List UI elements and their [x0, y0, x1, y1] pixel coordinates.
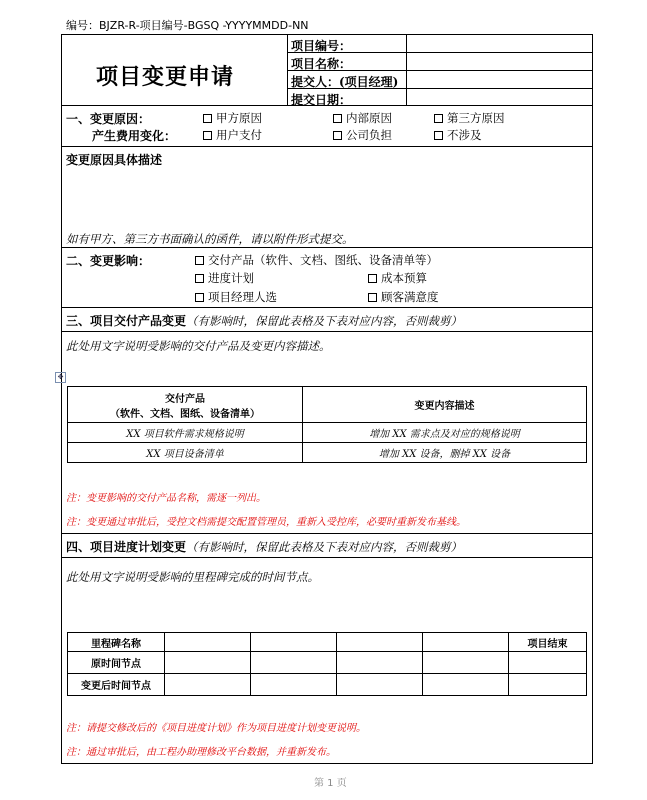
table-cell[interactable] [423, 674, 509, 696]
section-divider [61, 146, 593, 147]
submitter-label: 提交人：(项目经理) [291, 75, 399, 89]
original-date-label: 原时间节点 [68, 652, 165, 674]
deliverable-change-heading: 三、项目交付产品变更（有影响时，保留此表格及下表对应内容，否则裁剪） [66, 314, 463, 328]
change-description-column-header: 变更内容描述 [303, 387, 587, 423]
submit-date-field[interactable] [408, 90, 592, 104]
checkbox-icon [195, 293, 204, 302]
checkbox-icon [195, 274, 204, 283]
table-header-row [68, 387, 587, 423]
table-cell[interactable]: XX 项目软件需求规格说明 [68, 423, 303, 443]
checkbox-icon [203, 131, 212, 140]
checkbox-icon [434, 114, 443, 123]
table-row [68, 674, 587, 696]
schedule-note-1: 注：请提交修改后的《项目进度计划》作为项目进度计划变更说明。 [66, 723, 366, 734]
reason-description-heading: 变更原因具体描述 [66, 153, 163, 167]
reason-description-field[interactable] [66, 170, 586, 228]
table-row [68, 443, 587, 463]
table-cell[interactable] [423, 633, 509, 652]
schedule-change-heading: 四、项目进度计划变更（有影响时，保留此表格及下表对应内容，否则裁剪） [66, 540, 463, 554]
table-move-handle-icon[interactable]: ✥ [55, 372, 66, 383]
schedule-note-2: 注：通过审批后，由工程办助理修改平台数据，并重新发布。 [66, 747, 336, 758]
project-no-label: 项目编号： [291, 39, 352, 53]
checkbox-icon [333, 114, 342, 123]
section-divider [61, 557, 593, 558]
submitter-field[interactable] [408, 72, 592, 87]
checkbox-icon [368, 293, 377, 302]
impact-option-pm[interactable]: 项目经理人选 [195, 289, 277, 305]
deliverable-intro: 此处用文字说明受影响的交付产品及变更内容描述。 [66, 339, 331, 353]
cost-change-label: 产生费用变化： [92, 129, 177, 143]
cost-option-user[interactable]: 用户支付 [203, 127, 262, 143]
deliverable-note-2: 注：变更通过审批后，受控文档需提交配置管理员，重新入受控库，必要时重新发布基线。 [66, 517, 466, 528]
milestone-table [67, 632, 587, 696]
reason-option-client[interactable]: 甲方原因 [203, 110, 262, 126]
checkbox-icon [434, 131, 443, 140]
attachment-note: 如有甲方、第三方书面确认的函件，请以附件形式提交。 [66, 232, 354, 246]
table-cell[interactable] [337, 674, 423, 696]
deliverable-column-header: 交付产品 （软件、文档、图纸、设备清单） [68, 387, 303, 423]
project-end-header: 项目结束 [509, 633, 587, 652]
project-no-field[interactable] [408, 36, 592, 51]
table-header-row [68, 633, 587, 652]
project-name-field[interactable] [408, 54, 592, 69]
checkbox-icon [195, 256, 204, 265]
section-divider [61, 533, 593, 534]
deliverable-note-1: 注：变更影响的交付产品名称，需逐一列出。 [66, 493, 266, 504]
document-code: 编号：BJZR-R-项目编号-BGSQ -YYYYMMDD-NN [66, 19, 309, 32]
table-cell[interactable] [423, 652, 509, 674]
table-row [68, 423, 587, 443]
impact-option-satisfaction[interactable]: 顾客满意度 [368, 289, 439, 305]
cost-option-company[interactable]: 公司负担 [333, 127, 392, 143]
table-cell[interactable]: 增加 XX 设备，删掉 XX 设备 [303, 443, 587, 463]
table-cell[interactable] [165, 633, 251, 652]
table-cell[interactable]: XX 项目设备清单 [68, 443, 303, 463]
checkbox-icon [333, 131, 342, 140]
table-cell[interactable] [165, 652, 251, 674]
table-cell[interactable] [337, 652, 423, 674]
change-impact-heading: 二、变更影响： [66, 254, 151, 268]
change-reason-heading: 一、变更原因： [66, 112, 151, 126]
section-divider [61, 247, 593, 248]
impact-option-schedule[interactable]: 进度计划 [195, 270, 254, 286]
table-cell[interactable] [251, 652, 337, 674]
table-row [68, 652, 587, 674]
impact-option-budget[interactable]: 成本预算 [368, 270, 427, 286]
impact-option-deliverables[interactable]: 交付产品（软件、文档、图纸、设备清单等） [195, 252, 438, 268]
deliverable-table [67, 386, 587, 463]
checkbox-icon [368, 274, 377, 283]
section-divider [61, 105, 593, 106]
form-title: 项目变更申请 [96, 64, 235, 90]
page-number: 第 1 页 [314, 778, 347, 789]
submit-date-label: 提交日期： [291, 93, 352, 107]
table-cell[interactable] [337, 633, 423, 652]
table-cell[interactable]: 增加 XX 需求点及对应的规格说明 [303, 423, 587, 443]
table-cell[interactable] [509, 652, 587, 674]
schedule-intro: 此处用文字说明受影响的里程碑完成的时间节点。 [66, 570, 319, 584]
cost-option-none[interactable]: 不涉及 [434, 127, 482, 143]
table-cell[interactable] [165, 674, 251, 696]
milestone-name-header: 里程碑名称 [68, 633, 165, 652]
project-name-label: 项目名称： [291, 57, 352, 71]
changed-date-label: 变更后时间节点 [68, 674, 165, 696]
table-cell[interactable] [251, 674, 337, 696]
table-cell[interactable] [251, 633, 337, 652]
table-cell[interactable] [509, 674, 587, 696]
reason-option-thirdparty[interactable]: 第三方原因 [434, 110, 505, 126]
checkbox-icon [203, 114, 212, 123]
section-divider [61, 307, 593, 308]
reason-option-internal[interactable]: 内部原因 [333, 110, 392, 126]
section-divider [61, 331, 593, 332]
